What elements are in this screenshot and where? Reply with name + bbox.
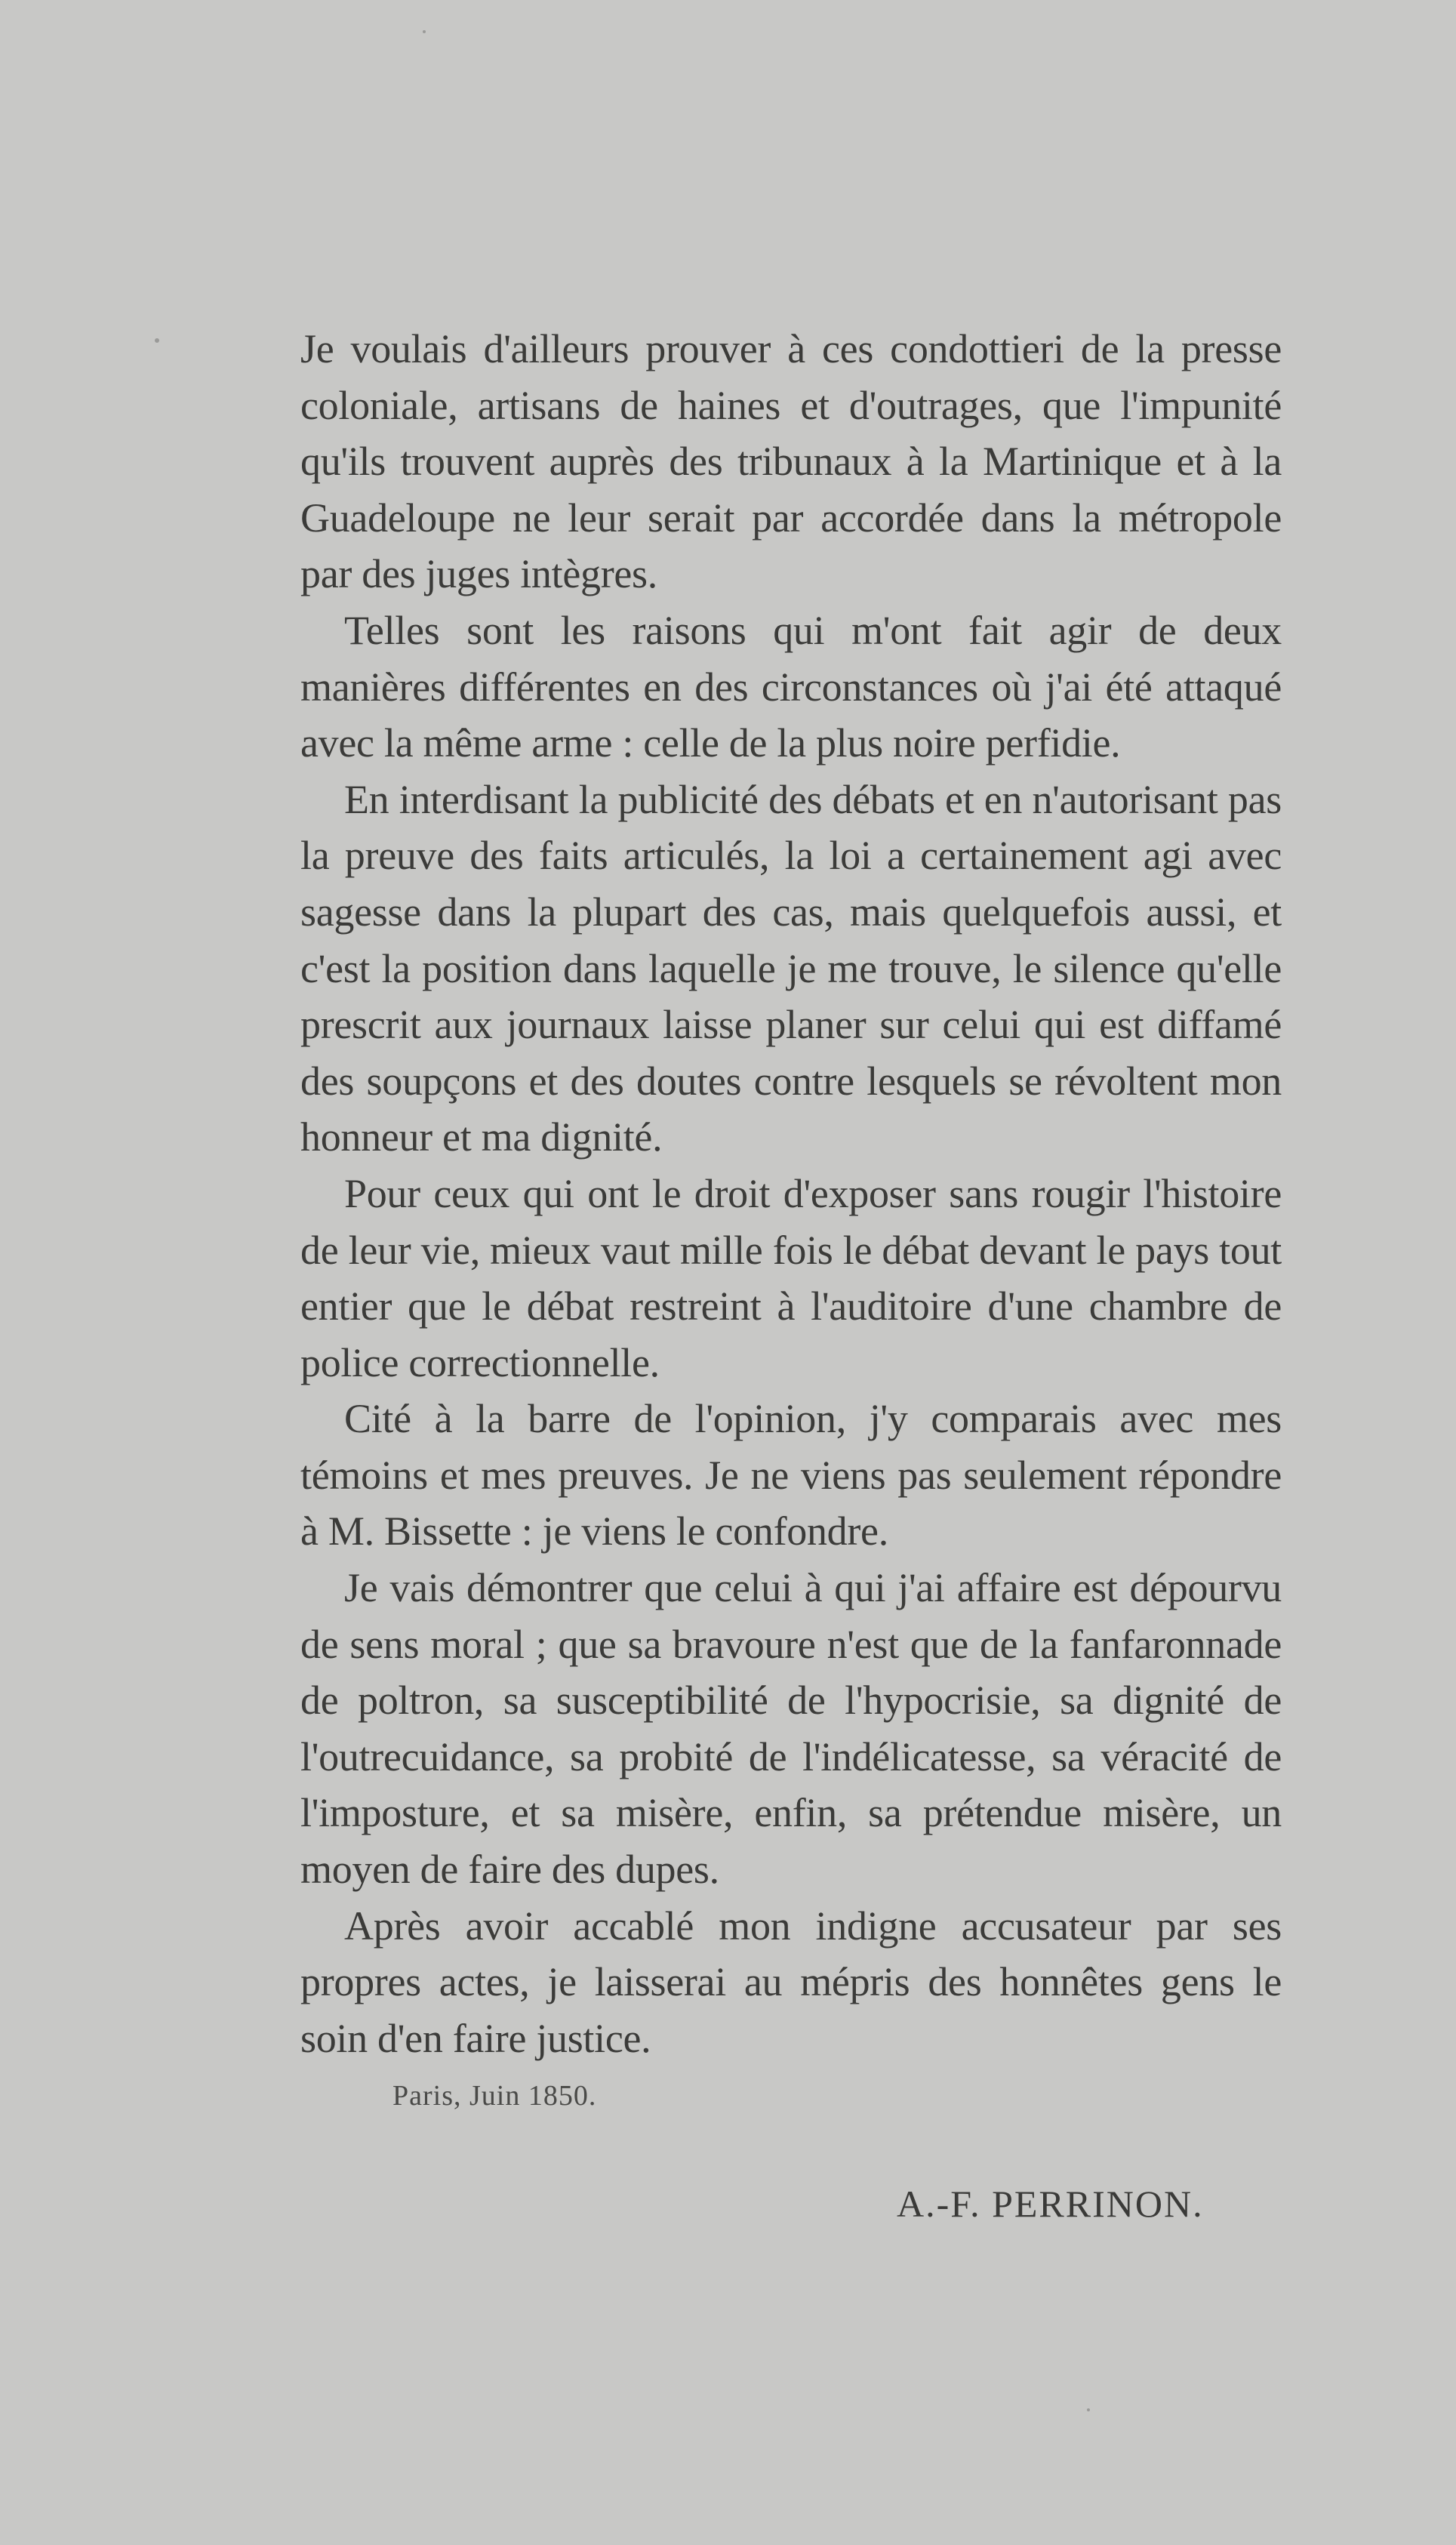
paragraph-6: Je vais démontrer que celui à qui j'ai affaire est dépourvu de sens moral ; que sa bravoure n'est que de la fanfaronnade de poltron, sa susceptibilité de l'hypocrisie, sa dignité de l'outrecuidance, sa probité de l'indélicatesse, sa véracité de l'imposture, et sa misère, enfin, sa prétendue misère, un moyen de faire des dupes. xyxy=(300,1565,1282,1893)
paragraph-5: Cité à la barre de l'opinion, j'y comparais avec mes témoins et mes preuves. Je ne viens pas seulement répondre à M. Bissette : je viens le confondre. xyxy=(300,1396,1282,1554)
paper-speck xyxy=(1087,2408,1090,2411)
paragraph-2: Telles sont les raisons qui m'ont fait agir de deux manières différentes en des circonstances où j'ai été attaqué avec la même arme : celle de la plus noire perfidie. xyxy=(300,607,1282,766)
paper-speck xyxy=(155,338,159,343)
paragraph-1: Je voulais d'ailleurs prouver à ces condottieri de la presse coloniale, artisans de haines et d'outrages, que l'impunité qu'ils trouvent auprès des tribunaux à la Martinique et à la Guadeloupe ne leur serait par accordée dans la métropole par des juges intègres. xyxy=(300,326,1282,597)
dateline: Paris, Juin 1850. xyxy=(392,2080,597,2112)
paragraph-3: En interdisant la publicité des débats et en n'autorisant pas la preuve des faits articulés, la loi a certainement agi avec sagesse dans la plupart des cas, mais quelquefois aussi, et c'est la position dans laquelle je me trouve, le silence qu'elle prescrit aux journaux laisse planer sur celui qui est diffamé des soupçons et des doutes contre lesquels se révoltent mon honneur et ma dignité. xyxy=(300,776,1282,1160)
paragraph-4: Pour ceux qui ont le droit d'exposer sans rougir l'histoire de leur vie, mieux vaut mille fois le débat devant le pays tout entier que le débat restreint à l'auditoire d'une chambre de police correctionnelle. xyxy=(300,1170,1282,1385)
paper-speck xyxy=(423,30,426,33)
body-text xyxy=(300,321,1282,2066)
paragraph-7: Après avoir accablé mon indigne accusateur par ses propres actes, je laisserai au mépris des honnêtes gens le soin d'en faire justice. xyxy=(300,1903,1282,2061)
author-signature: A.-F. PERRINON. xyxy=(897,2183,1204,2225)
